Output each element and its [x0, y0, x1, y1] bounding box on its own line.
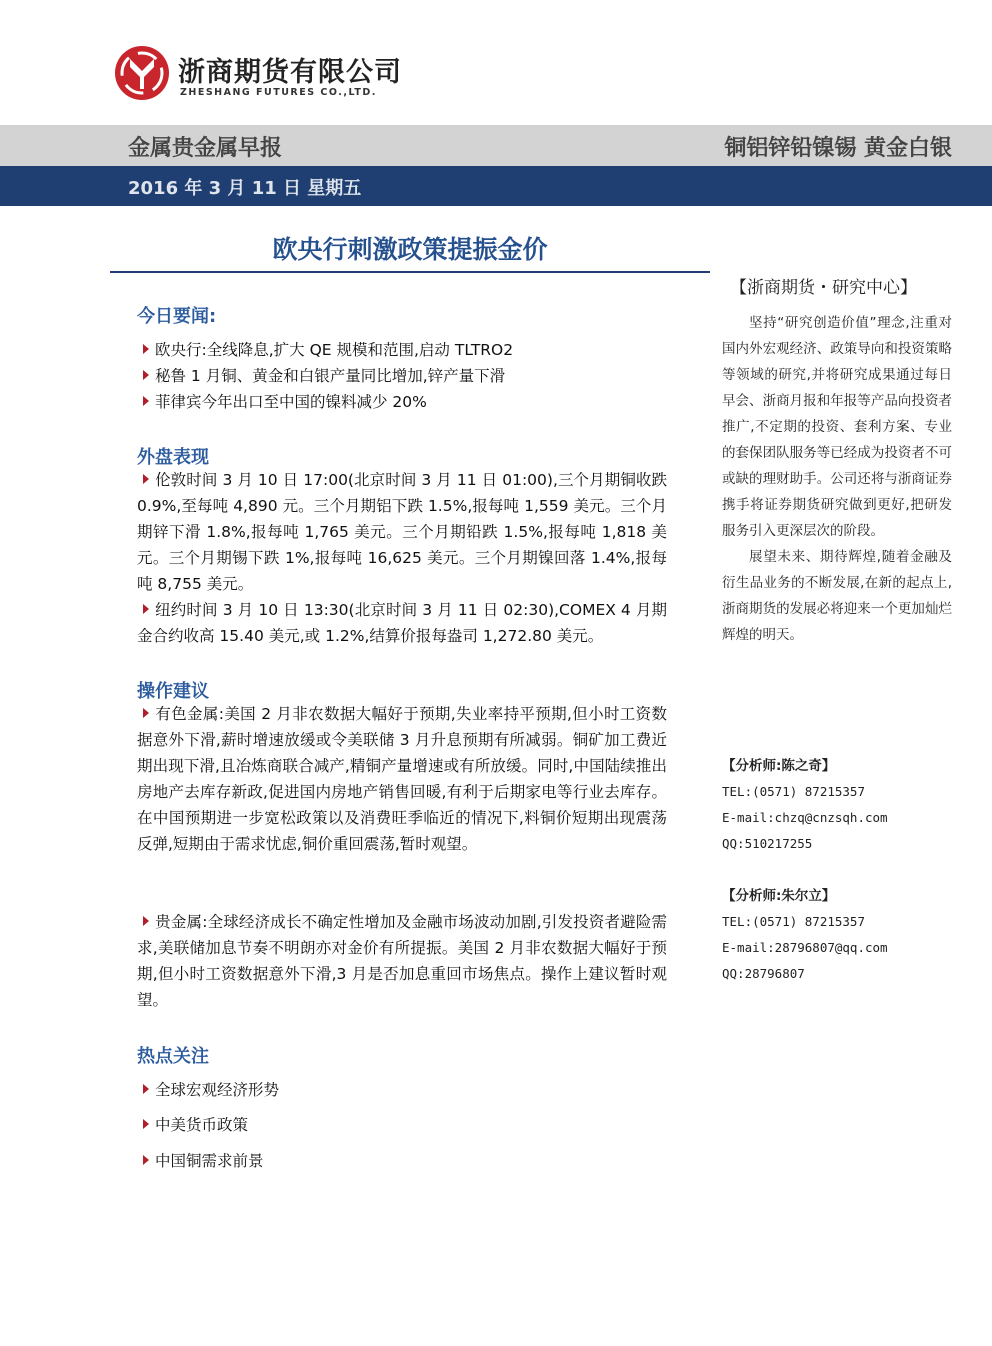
- analyst-tel: TEL:(0571) 87215357: [722, 914, 865, 929]
- bullet-arrow-icon: [143, 1155, 149, 1165]
- news-item: 秘鲁 1 月铜、黄金和白银产量同比增加,锌产量下滑: [137, 363, 667, 389]
- analyst-qq: QQ:28796807: [722, 966, 805, 981]
- commodity-list: 铜铝锌铅镍锡 黄金白银: [724, 136, 952, 161]
- analyst-card: [722, 883, 888, 987]
- bullet-arrow-icon: [143, 708, 149, 718]
- hot-item: 全球宏观经济形势: [137, 1077, 667, 1103]
- section-title-external: 外盘表现: [137, 447, 209, 468]
- bullet-arrow-icon: [143, 1084, 149, 1094]
- section-title-news: 今日要闻:: [137, 306, 217, 327]
- bullet-arrow-icon: [143, 396, 149, 406]
- headline-rule: [110, 271, 710, 273]
- analyst-name: 【分析师:朱尔立】: [722, 888, 836, 904]
- analyst-email[interactable]: E-mail:chzq@cnzsqh.com: [722, 810, 888, 825]
- analyst-name: 【分析师:陈之奇】: [722, 758, 836, 774]
- bullet-arrow-icon: [143, 916, 149, 926]
- bullet-arrow-icon: [143, 1119, 149, 1129]
- external-item: 伦敦时间 3 月 10 日 17:00(北京时间 3 月 11 日 01:00),三个月期铜收跌 0.9%,至每吨 4,890 元。三个月期铝下跌 1.5%,报每吨 1,559 美元。三个月期锌下滑 1.8%,报每吨 1,765 美元。三个月期铅跌 1.5%,报每吨 1,818 美元。三个月期锡下跌 1%,报每吨 16,625 美元。三个月期镍回落 1.4%,报每吨 8,755 美元。: [137, 471, 667, 593]
- sidebar-title: 【浙商期货・研究中心】: [730, 278, 917, 298]
- report-type-band: [0, 125, 992, 166]
- hot-item: 中国铜需求前景: [137, 1148, 667, 1174]
- news-item: 欧央行:全线降息,扩大 QE 规模和范围,启动 TLTRO2: [137, 337, 667, 363]
- company-name-cn: 浙商期货有限公司: [178, 57, 402, 88]
- news-item: 菲律宾今年出口至中国的镍料减少 20%: [137, 389, 667, 415]
- bullet-arrow-icon: [143, 370, 149, 380]
- section-title-advice: 操作建议: [137, 681, 209, 702]
- sidebar-intro: [722, 310, 952, 648]
- analyst-qq: QQ:510217255: [722, 836, 813, 851]
- hot-item: 中美货币政策: [137, 1112, 667, 1138]
- headline: 欧央行刺激政策提振金价: [272, 235, 548, 264]
- bullet-arrow-icon: [143, 344, 149, 354]
- bullet-arrow-icon: [143, 474, 149, 484]
- sidebar-para: 展望未来、期待辉煌,随着金融及衍生品业务的不断发展,在新的起点上,浙商期货的发展必将迎来一个更加灿烂辉煌的明天。: [722, 549, 952, 643]
- bullet-arrow-icon: [143, 604, 149, 614]
- analyst-tel: TEL:(0571) 87215357: [722, 784, 865, 799]
- external-item: 纽约时间 3 月 10 日 13:30(北京时间 3 月 11 日 02:30),COMEX 4 月期金合约收高 15.40 美元,或 1.2%,结算价报每盎司 1,272.80 美元。: [137, 601, 667, 645]
- analyst-card: [722, 753, 888, 857]
- company-name-en: ZHESHANG FUTURES CO.,LTD.: [180, 87, 377, 98]
- section-title-hot: 热点关注: [137, 1046, 209, 1067]
- advice-item: 贵金属:全球经济成长不确定性增加及金融市场波动加剧,引发投资者避险需求,美联储加息节奏不明朗亦对金价有所提振。美国 2 月非农数据大幅好于预期,但小时工资数据意外下滑,3 月是否加息重回市场焦点。操作上建议暂时观望。: [137, 913, 667, 1009]
- advice-item: 有色金属:美国 2 月非农数据大幅好于预期,失业率持平预期,但小时工资数据意外下滑,薪时增速放缓或令美联储 3 月升息预期有所减弱。铜矿加工费近期出现下滑,且冶炼商联合减产,精铜产量增速或有所放缓。同时,中国陆续推出房地产去库存新政,促进国内房地产销售回暖,有利于后期家电等行业去库存。在中国预期进一步宽松政策以及消费旺季临近的情况下,料铜价短期出现震荡反弹,短期由于需求忧虑,铜价重回震荡,暂时观望。: [137, 705, 667, 853]
- report-type: 金属贵金属早报: [128, 136, 283, 161]
- report-date: 2016 年 3 月 11 日 星期五: [128, 178, 362, 199]
- sidebar-para: 坚持“研究创造价值”理念,注重对国内外宏观经济、政策导向和投资策略等领域的研究,并将研究成果通过每日早会、浙商月报和年报等产品向投资者推广,不定期的投资、套利方案、专业的套保团队服务等已经成为投资者不可或缺的理财助手。公司还将与浙商证券携手将证券期货研究做到更好,把研发服务引入更深层次的阶段。: [722, 315, 952, 539]
- date-band: [0, 166, 992, 206]
- analyst-email[interactable]: E-mail:28796807@qq.com: [722, 940, 888, 955]
- company-logo-icon: [114, 45, 170, 101]
